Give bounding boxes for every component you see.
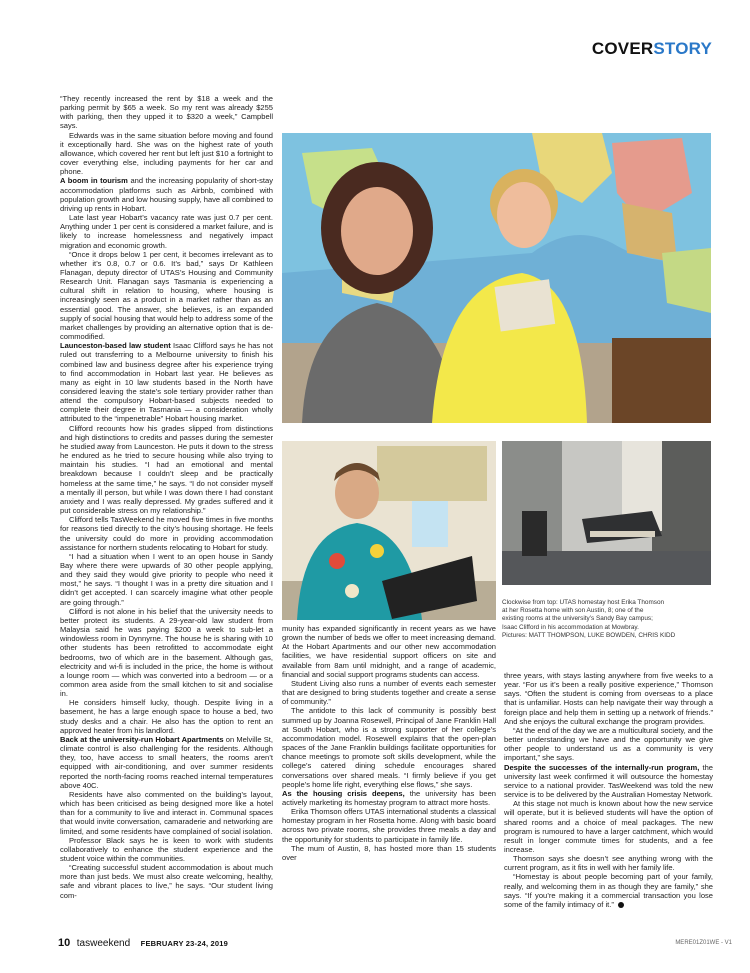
issue-date: FEBRUARY 23-24, 2019 — [140, 939, 229, 948]
subhead-lead: A boom in tourism — [60, 176, 128, 186]
paragraph: Late last year Hobart’s vacancy rate was just 0.7 per cent. Anything under 1 per cent is considered a market failure, and is likely to increase homelessness and negatively impact migration and economic growth. — [60, 213, 273, 250]
caption-line: Clockwise from top: UTAS homestay host Erika Thomson — [502, 599, 665, 606]
paragraph: Edwards was in the same situation before moving and found it exceptionally hard. She was on the highest rate of youth allowance, which covered her rent but left just $10 a fortnight to cover everything else, including payments for her car and phone. — [60, 130, 273, 177]
section-header — [592, 39, 712, 59]
photo-caption — [502, 599, 711, 640]
paragraph: Student Living also runs a number of events each semester that are designed to bring students together and create a sense of community.” — [282, 678, 496, 707]
article-column-3 — [504, 671, 713, 909]
end-of-story-mark — [618, 902, 624, 908]
paragraph: munity has expanded significantly in recent years as we have grown the number of beds we offer to meet increasing demand. At the Hobart Apartments and our other new accommodation facilities, we have residential support officers on site and available from 8am until midnight, and a range of academic, financial and social support programs students can access. — [282, 624, 496, 679]
page-footer — [58, 937, 228, 949]
paragraph: Back at the university-run Hobart Apartments on Melville St, climate control is also challenging for the residents. Although they, too, have access to small heaters, the rooms aren’t equipped with air-conditioning, and over summer residents reported the north-facing rooms reached internal temperatures above 40C. — [60, 734, 273, 790]
subhead-lead: Launceston-based law student — [60, 341, 171, 351]
article-column-2 — [282, 624, 496, 862]
paragraph: “Creating successful student accommodation is about much more than just beds. We must also create welcoming, healthy, safe and vibrant places to live,” he says. “Our student living com- — [60, 863, 273, 900]
paragraph: The antidote to this lack of community is possibly best summed up by Joanna Rosewell, Principal of Jane Franklin Hall at South Hobart, who is a strong supporter of her college’s accommodation model. Rosewell explains that the open-plan spaces of the Jane Franklin buildings facilitate opportunities for chance meetings to promote soft skills development, while the college’s catered dining schedule encourages shared conversations over shared meals. “I firmly believe if you get people’s home life right, everything else flows,” she says. — [282, 706, 496, 789]
subhead-lead: As the housing crisis deepens, — [282, 788, 405, 798]
paragraph: As the housing crisis deepens, the university has been actively marketing its homestay program to attract more hosts. — [282, 788, 496, 807]
paragraph: Launceston-based law student Isaac Clifford says he has not ruled out transferring to a Melbourne university to finish his combined law and business degree after his experience trying to find accommodation in Hobart last year. He believes as many as eight in 10 law students based in the North have considered leaving the state’s sole tertiary provider rather than attend the compulsory Hobart-based subjects needed to complete their degree in Tasmania — a consideration wholly attributed to the “impenetrable” Hobart housing market. — [60, 341, 273, 424]
article-column-1 — [60, 94, 273, 900]
paragraph: “They recently increased the rent by $18 a week and the parking permit by $65 a week. So my rent was already $255 with parking, then they upped it to $320 a week,” Campbell says. — [60, 94, 273, 131]
paragraph: Clifford tells TasWeekend he moved five times in five months for reasons tied directly to the city’s housing shortage. He feels the university could do more in providing accommodation assistance for northern students relocating to Hobart for study. — [60, 515, 273, 552]
subhead-lead: Back at the university-run Hobart Apartments — [60, 734, 224, 744]
subhead-lead: Despite the successes of the internally-run program, — [504, 762, 700, 772]
paragraph: Clifford is not alone in his belief that the university needs to better protect its students. A 29-year-old law student from Malaysia said he was paying $200 a week to sub-let a windowless room in Dynnyrne. The house he is sharing with 10 other students has been retrofitted to accommodate eight bedrooms, two of which are in the basement. Although gas, electricity and wi-fi is included in the price, the home is without a lounge room — which was converted into a bedroom — or a common area aside from the small kitchen to sit and socialise in. — [60, 606, 273, 699]
paragraph: “I had a situation when I went to an open house in Sandy Bay where there were upwards of 30 other people applying, and they said they would give priority to people who need it most,” he says. “I thought I was in a pretty dire situation and I didn’t get accepted. I can scarcely imagine what other people are going through.” — [60, 551, 273, 607]
caption-line: existing rooms at the university’s Sandy Bay campus; — [502, 615, 653, 623]
paragraph: At this stage not much is known about how the new service will operate, but it is believed students will have the option of shared rooms and a choice of meal packages. The new program is rumoured to have a larger catchment, which would result in longer commute times for students, and a fee increase. — [504, 799, 713, 854]
photo-mother-and-son — [282, 133, 711, 423]
paragraph: three years, with stays lasting anywhere from five weeks to a year. “For us it’s been a really positive experience,” Thomson says. “Often the student is coming from overseas to a place that is unfamiliar. Hosts can help navigate their way through a foreign place and help them in setting up a network of friends.” And she enjoys the cultural exchange the program provides. — [504, 671, 713, 726]
caption-line: Pictures: MATT THOMPSON, LUKE BOWDEN, CHRIS KIDD — [502, 631, 676, 639]
paragraph: Erika Thomson offers UTAS international students a classical homestay program in her Rosetta home. Along with basic board across two private rooms, she provides three meals a day and the opportunity for students to participate in family life. — [282, 807, 496, 844]
section-label-story: STORY — [653, 39, 712, 58]
paragraph: “Once it drops below 1 per cent, it becomes irrelevant as to whether it’s 0.8, 0.7 or 0.6. It’s bad,” says Dr Kathleen Flanagan, deputy director of UTAS’s Housing and Community Research Unit. Flanagan says Tasmania is experiencing a cultural shift in relation to housing, where housing is increasingly seen as a product in a market rather than as an essential good. The answer, she believes, is an expanded supply of social housing that would help to address some of the market challenges by providing an alternative option that is de-commodified. — [60, 249, 273, 342]
paragraph: The mum of Austin, 8, has hosted more than 15 students over — [282, 843, 496, 862]
paragraph: Thomson says she doesn’t see anything wrong with the current program, as it fits in well with her family life. — [504, 854, 713, 873]
section-label-cover: COVER — [591, 39, 654, 58]
photo-student-with-laptop — [282, 441, 496, 620]
paragraph: “Homestay is about people becoming part of your family, really, and welcoming them in as though they are family,” she says. “If you’re making it a commercial transaction you lose some of the family intimacy of it.” — [504, 872, 713, 909]
paragraph: Despite the successes of the internally-run program, the university last week confirmed it will outsource the homestay service to a national provider. TasWeekend was told the new service is to be delivered by the Australian Homestay Network. — [504, 762, 713, 800]
paragraph: Clifford recounts how his grades slipped from distinctions and high distinctions to credits and passes during the semester he studied away from Launceston. He puts it down to the stress he endured as he tried to secure housing while also trying to maintain his studies. “I had an emotional and mental breakdown because I couldn’t sleep and be practically homeless at the same time,” he says. “I do not consider myself a mentally ill person, but while I was down there I had constant anxiety and I was really depressed. My grades suffered and it put considerable stress on my relationship.” — [60, 423, 273, 516]
paragraph: Professor Black says he is keen to work with students collaboratively to enhance the student experience and the student voice within the communities. — [60, 835, 273, 863]
paragraph: Residents have also commented on the building’s layout, which has been criticised as being designed more like a hotel than for a community to live and interact in. Communal spaces that would invite conversation, camaraderie and networking are limited, and some residents have complained of social isolation. — [60, 789, 273, 836]
photo-dorm-room — [502, 441, 711, 585]
page-number: 10 — [58, 937, 71, 949]
publication-name: tasweekend — [76, 938, 131, 949]
caption-line: at her Rosetta home with son Austin, 8; one of the — [502, 607, 644, 615]
caption-line: Isaac Clifford in his accommodation at Mowbray. — [502, 623, 639, 631]
paragraph: “At the end of the day we are a multicultural society, and the better understanding we have and the opportunity we give other people to understand us as a community is very important,” she says. — [504, 725, 713, 763]
paragraph: He considers himself lucky, though. Despite living in a basement, he has a large enough space to house a bed, two study desks and a chair. He also has the option to rent an approved heater from his landlord. — [60, 698, 273, 735]
print-code: MERE01Z01WE - V1 — [675, 940, 732, 946]
paragraph: A boom in tourism and the increasing popularity of short-stay accommodation platforms such as Airbnb, combined with population growth and low housing supply, have all combined to driving up rents in Hobart. — [60, 176, 273, 213]
